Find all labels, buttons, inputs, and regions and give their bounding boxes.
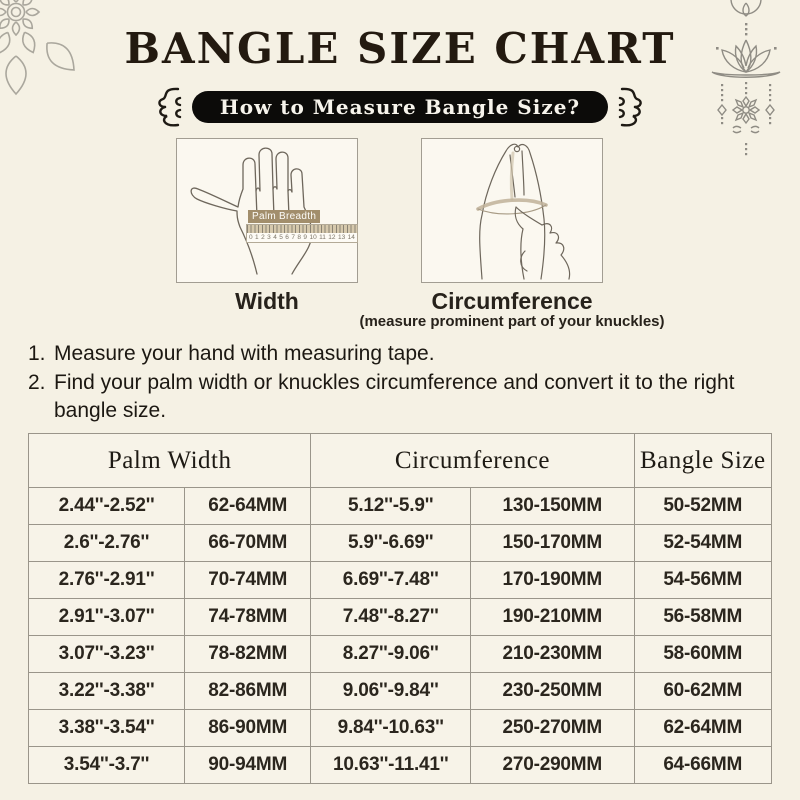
- table-header-row: [29, 434, 772, 488]
- ruler-number: 9: [303, 234, 308, 241]
- circumference-illustration-box: [421, 138, 603, 283]
- knuckle-measure-illustration: [422, 139, 602, 282]
- width-illustration-box: [176, 138, 358, 283]
- flourish-right-icon: [618, 86, 646, 128]
- table-cell: 3.54''-3.7'': [29, 747, 185, 784]
- instruction-text: Measure your hand with measuring tape.: [54, 342, 435, 365]
- table-cell: 66-70MM: [185, 525, 311, 562]
- ruler-ticks: [247, 225, 357, 233]
- table-row: [29, 562, 772, 599]
- table-cell: 2.6''-2.76'': [29, 525, 185, 562]
- table-cell: 50-52MM: [634, 488, 772, 525]
- instruction-number: 1.: [28, 342, 46, 365]
- table-cell: 5.9''-6.69'': [311, 525, 471, 562]
- instruction-text: Find your palm width or knuckles circumference and convert it to the right bangle size.: [54, 371, 735, 422]
- palm-breadth-label: Palm Breadth: [248, 210, 320, 223]
- table-row: [29, 525, 772, 562]
- table-cell: 3.22''-3.38'': [29, 673, 185, 710]
- bangle-size-table: [28, 433, 772, 784]
- ruler-number: 11: [319, 234, 326, 241]
- instructions-list: [28, 340, 744, 426]
- table-cell: 60-62MM: [634, 673, 772, 710]
- table-cell: 190-210MM: [471, 599, 634, 636]
- table-row: [29, 673, 772, 710]
- table-cell: 210-230MM: [471, 636, 634, 673]
- table-cell: 9.84''-10.63'': [311, 710, 471, 747]
- how-to-measure-badge: How to Measure Bangle Size?: [192, 91, 608, 123]
- flourish-left-icon: [154, 86, 182, 128]
- table-cell: 230-250MM: [471, 673, 634, 710]
- table-cell: 64-66MM: [634, 747, 772, 784]
- table-row: [29, 599, 772, 636]
- table-cell: 7.48''-8.27'': [311, 599, 471, 636]
- table-cell: 5.12''-5.9'': [311, 488, 471, 525]
- table-cell: 6.69''-7.48'': [311, 562, 471, 599]
- badge-row: [0, 86, 800, 128]
- ruler-number: 7: [291, 234, 295, 241]
- header-circumference: Circumference: [311, 434, 634, 488]
- table-cell: 10.63''-11.41'': [311, 747, 471, 784]
- table-cell: 62-64MM: [634, 710, 772, 747]
- table-cell: 54-56MM: [634, 562, 772, 599]
- ruler-number: 2: [261, 234, 265, 241]
- table-cell: 70-74MM: [185, 562, 311, 599]
- header-bangle-size: Bangle Size: [634, 434, 772, 488]
- table-cell: 8.27''-9.06'': [311, 636, 471, 673]
- table-cell: 2.91''-3.07'': [29, 599, 185, 636]
- circumference-caption: Circumference: [431, 288, 593, 314]
- instruction-item: [28, 340, 744, 368]
- ruler: [246, 224, 358, 243]
- ruler-number: 10: [309, 234, 317, 241]
- table-cell: 2.44''-2.52'': [29, 488, 185, 525]
- table-cell: 150-170MM: [471, 525, 634, 562]
- ruler-number: 6: [285, 234, 289, 241]
- ruler-number: 4: [273, 234, 277, 241]
- instruction-number: 2.: [28, 371, 46, 394]
- table-cell: 82-86MM: [185, 673, 311, 710]
- table-cell: 56-58MM: [634, 599, 772, 636]
- table-cell: 90-94MM: [185, 747, 311, 784]
- table-cell: 2.76''-2.91'': [29, 562, 185, 599]
- table-cell: 58-60MM: [634, 636, 772, 673]
- table-cell: 62-64MM: [185, 488, 311, 525]
- table-cell: 78-82MM: [185, 636, 311, 673]
- table-cell: 74-78MM: [185, 599, 311, 636]
- ruler-number: 8: [297, 234, 301, 241]
- table-cell: 3.38''-3.54'': [29, 710, 185, 747]
- table-row: [29, 710, 772, 747]
- ruler-number: 12: [328, 234, 336, 241]
- table-cell: 130-150MM: [471, 488, 634, 525]
- table-cell: 52-54MM: [634, 525, 772, 562]
- circumference-note: (measure prominent part of your knuckles): [359, 313, 665, 330]
- ruler-number: 13: [337, 234, 346, 241]
- table-row: [29, 747, 772, 784]
- table-cell: 86-90MM: [185, 710, 311, 747]
- table-row: [29, 636, 772, 673]
- ruler-number: 3: [267, 234, 271, 241]
- table-cell: 250-270MM: [471, 710, 634, 747]
- table-cell: 270-290MM: [471, 747, 634, 784]
- table-cell: 9.06''-9.84'': [311, 673, 471, 710]
- instruction-item: [28, 369, 744, 425]
- ruler-number: 0: [249, 234, 253, 241]
- ruler-numbers: [247, 233, 357, 242]
- table-cell: 3.07''-3.23'': [29, 636, 185, 673]
- width-caption: Width: [235, 288, 299, 314]
- table-cell: 170-190MM: [471, 562, 634, 599]
- table-row: [29, 488, 772, 525]
- ruler-number: 14: [347, 234, 355, 241]
- ruler-number: 1: [255, 234, 259, 241]
- ruler-number: 5: [279, 234, 283, 241]
- page-title: BANGLE SIZE CHART: [124, 24, 676, 73]
- header-palm-width: Palm Width: [29, 434, 311, 488]
